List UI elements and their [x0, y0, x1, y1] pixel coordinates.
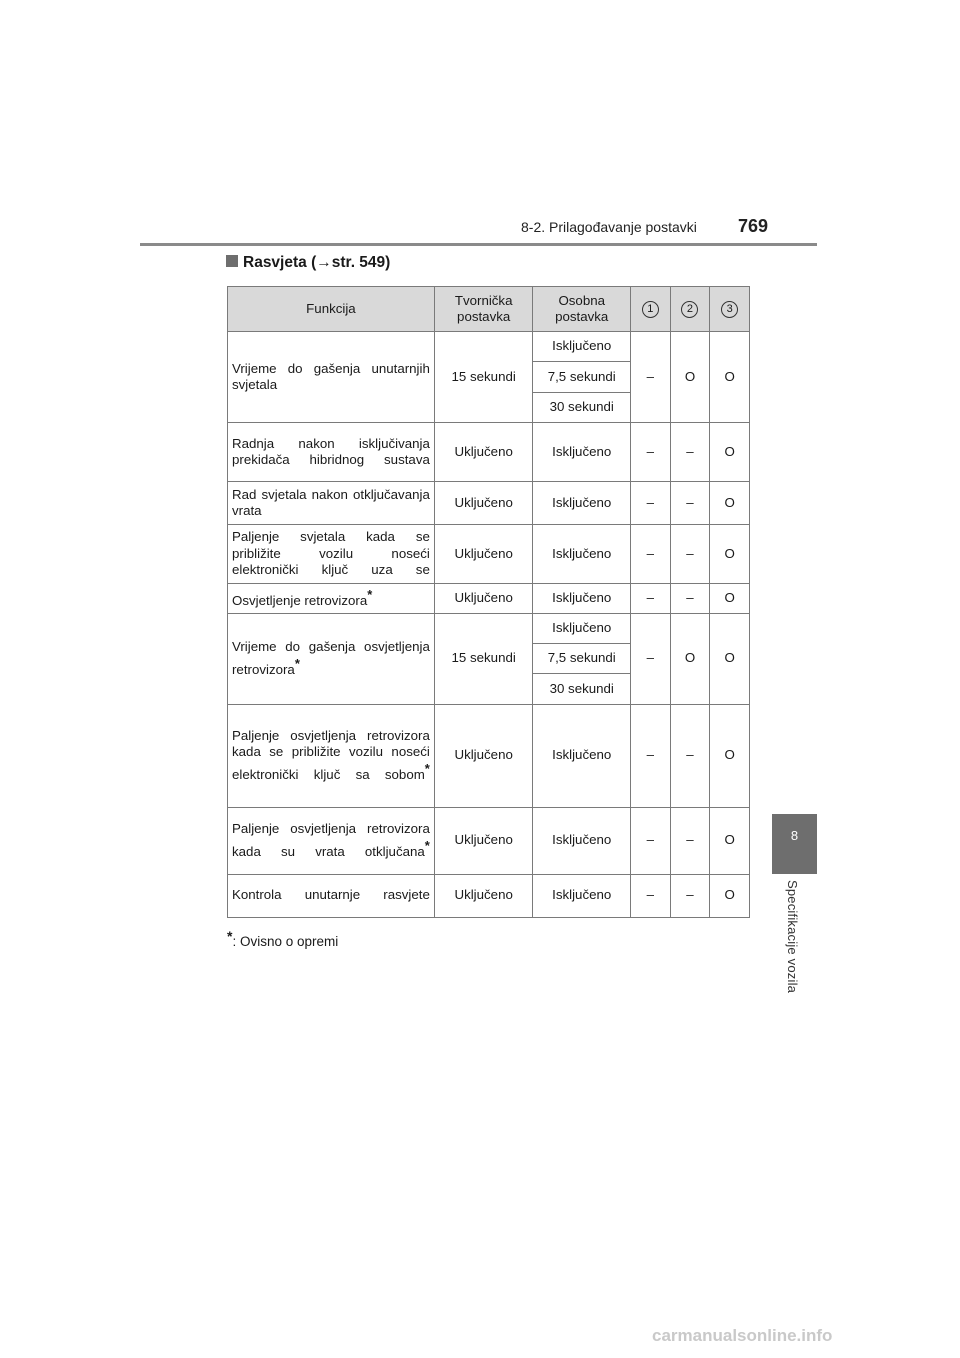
- asterisk-mark: *: [424, 760, 430, 776]
- col-1-cell: –: [631, 525, 671, 584]
- table-row: [228, 584, 750, 614]
- table-row: [228, 613, 750, 643]
- function-cell: Vrijeme do gašenja unutarnjih svjetala: [228, 332, 435, 423]
- header-personal-setting: Osobna postavka: [533, 287, 631, 332]
- col-3-cell: O: [710, 704, 750, 807]
- factory-cell: Uključeno: [434, 584, 533, 614]
- col-3-cell: O: [710, 482, 750, 525]
- header-col-1: [631, 287, 671, 332]
- col-2-cell: –: [670, 525, 710, 584]
- table-row: [228, 482, 750, 525]
- personal-option: 30 sekundi: [533, 674, 631, 704]
- col-1-cell: –: [631, 874, 671, 917]
- personal-option: Isključeno: [533, 332, 631, 362]
- chapter-title: Specifikacije vozila: [785, 880, 800, 994]
- col-2-cell: –: [670, 482, 710, 525]
- footnote: [227, 928, 338, 949]
- factory-cell: Uključeno: [434, 482, 533, 525]
- factory-cell: Uključeno: [434, 874, 533, 917]
- personal-cell: Isključeno: [533, 704, 631, 807]
- function-cell: Kontrola unutarnje rasvjete: [228, 874, 435, 917]
- circled-number-2-icon: 2: [681, 301, 698, 318]
- section-title: Rasvjeta (→str. 549): [243, 254, 391, 271]
- col-3-cell: O: [710, 525, 750, 584]
- page-number: 769: [738, 216, 769, 236]
- col-1-cell: –: [631, 332, 671, 423]
- factory-cell: Uključeno: [434, 807, 533, 874]
- header-factory-setting: Tvornička postavka: [434, 287, 533, 332]
- header-divider: [140, 243, 817, 246]
- col-1-cell: –: [631, 613, 671, 704]
- table-row: [228, 332, 750, 362]
- col-3-cell: O: [710, 423, 750, 482]
- personal-cell: Isključeno: [533, 807, 631, 874]
- asterisk-mark: *: [294, 655, 300, 671]
- footnote-asterisk: *: [227, 928, 233, 944]
- function-text: Vrijeme do gašenja osvjetljenja retrovizora: [232, 639, 430, 677]
- asterisk-mark: *: [424, 837, 430, 853]
- chapter-number: 8: [790, 828, 799, 843]
- col-2-cell: O: [670, 332, 710, 423]
- table-row: [228, 423, 750, 482]
- header-function: Funkcija: [228, 287, 435, 332]
- col-1-cell: –: [631, 584, 671, 614]
- circled-number-1-icon: 1: [642, 301, 659, 318]
- chapter-tab: [772, 814, 817, 874]
- personal-cell: Isključeno: [533, 423, 631, 482]
- col-3-cell: O: [710, 613, 750, 704]
- col-2-cell: –: [670, 874, 710, 917]
- section-heading: [226, 254, 390, 272]
- header-section-title: 8-2. Prilagođavanje postavki: [521, 219, 697, 235]
- col-1-cell: –: [631, 807, 671, 874]
- personal-option: 30 sekundi: [533, 392, 631, 422]
- factory-cell: 15 sekundi: [434, 613, 533, 704]
- personal-cell: Isključeno: [533, 584, 631, 614]
- table-row: [228, 525, 750, 584]
- col-2-cell: –: [670, 807, 710, 874]
- asterisk-mark: *: [367, 587, 373, 602]
- table-row: [228, 874, 750, 917]
- factory-cell: 15 sekundi: [434, 332, 533, 423]
- settings-table: [227, 286, 750, 918]
- function-cell: Rad svjetala nakon otključavanja vrata: [228, 482, 435, 525]
- header-col-3: [710, 287, 750, 332]
- circled-number-3-icon: 3: [721, 301, 738, 318]
- personal-cell: Isključeno: [533, 525, 631, 584]
- function-cell: Paljenje svjetala kada se približite vozilu noseći elektronički ključ uza se: [228, 525, 435, 584]
- factory-cell: Uključeno: [434, 704, 533, 807]
- function-cell: [228, 584, 435, 614]
- function-text: Paljenje osvjetljenja retrovizora kada su vrata otključana: [232, 821, 430, 859]
- function-text: Paljenje osvjetljenja retrovizora kada se približite vozilu noseći elektronički ključ sa sobom: [232, 727, 430, 782]
- col-2-cell: –: [670, 423, 710, 482]
- col-3-cell: O: [710, 584, 750, 614]
- function-text: Osvjetljenje retrovizora: [232, 593, 368, 608]
- factory-cell: Uključeno: [434, 423, 533, 482]
- col-3-cell: O: [710, 332, 750, 423]
- col-2-cell: –: [670, 704, 710, 807]
- col-2-cell: O: [670, 613, 710, 704]
- table-row: [228, 704, 750, 807]
- function-cell: [228, 807, 435, 874]
- function-cell: Radnja nakon isključivanja prekidača hibridnog sustava: [228, 423, 435, 482]
- watermark: carmanualsonline.info: [652, 1326, 833, 1345]
- table-row: [228, 807, 750, 874]
- col-1-cell: –: [631, 423, 671, 482]
- col-3-cell: O: [710, 807, 750, 874]
- personal-cell: Isključeno: [533, 874, 631, 917]
- col-2-cell: –: [670, 584, 710, 614]
- personal-option: Isključeno: [533, 613, 631, 643]
- personal-option: 7,5 sekundi: [533, 362, 631, 392]
- personal-option: 7,5 sekundi: [533, 643, 631, 673]
- table-header-row: [228, 287, 750, 332]
- col-3-cell: O: [710, 874, 750, 917]
- function-cell: [228, 704, 435, 807]
- footnote-text: : Ovisno o opremi: [232, 934, 339, 949]
- col-1-cell: –: [631, 482, 671, 525]
- function-cell: [228, 613, 435, 704]
- personal-cell: Isključeno: [533, 482, 631, 525]
- square-bullet-icon: [226, 255, 238, 267]
- col-1-cell: –: [631, 704, 671, 807]
- factory-cell: Uključeno: [434, 525, 533, 584]
- header-col-2: [670, 287, 710, 332]
